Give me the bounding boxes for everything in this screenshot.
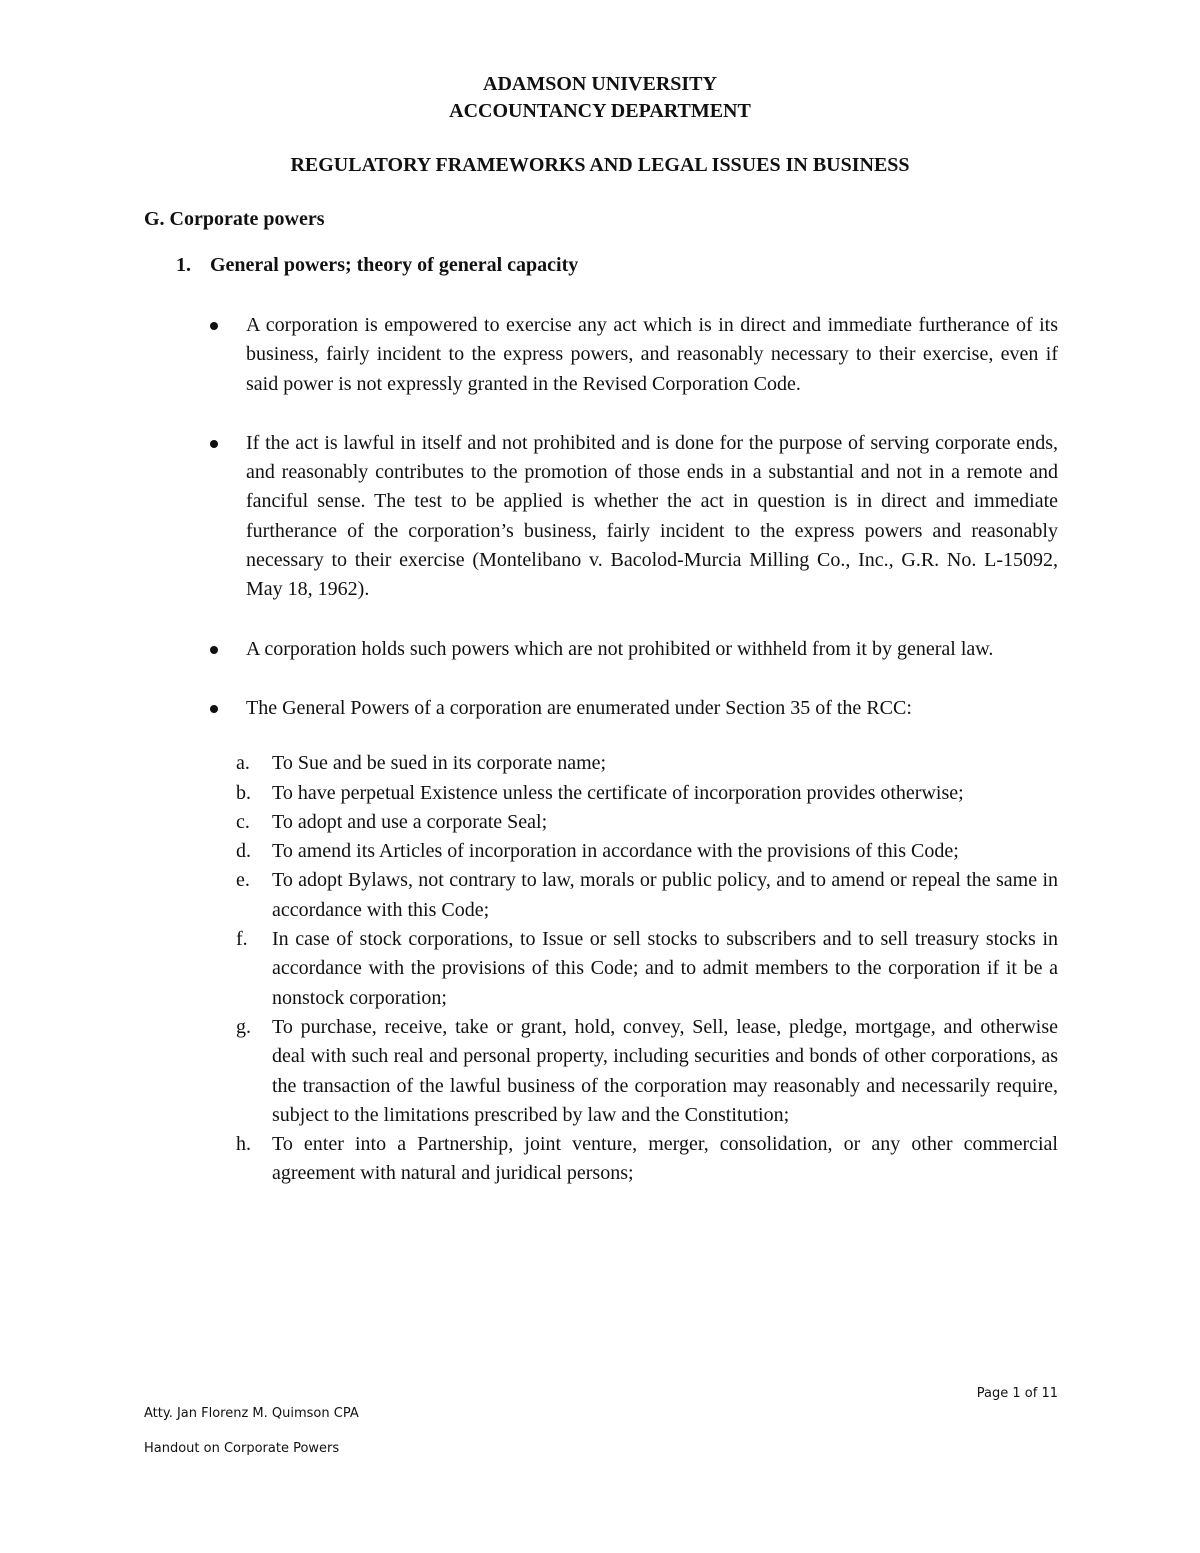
power-item [236, 866, 1058, 925]
subsection-heading [176, 252, 578, 278]
power-letter: b. [236, 781, 251, 804]
bullet-icon [210, 322, 218, 330]
bullet-text: A corporation holds such powers which are not prohibited or withheld from it by general law. [246, 637, 994, 660]
bullet-icon [210, 705, 218, 713]
department-name: ACCOUNTANCY DEPARTMENT [449, 100, 751, 122]
power-letter: f. [236, 928, 248, 951]
general-powers-list [236, 749, 1058, 1188]
power-item [236, 1130, 1058, 1189]
bullet-item [210, 311, 1058, 399]
bullet-item [210, 429, 1058, 605]
power-text: To have perpetual Existence unless the certificate of incorporation provides otherwise; [272, 781, 964, 804]
course-title: REGULATORY FRAMEWORKS AND LEGAL ISSUES IN BUSINESS [290, 154, 910, 176]
power-item [236, 808, 1058, 837]
power-letter: h. [236, 1133, 251, 1156]
bullet-item [210, 635, 1058, 664]
subsection-number: 1. [176, 254, 191, 276]
page-number: Page 1 of 11 [976, 1386, 1058, 1401]
power-letter: c. [236, 810, 250, 833]
power-text: To adopt and use a corporate Seal; [272, 810, 548, 833]
power-letter: d. [236, 840, 251, 863]
power-text: To adopt Bylaws, not contrary to law, morals or public policy, and to amend or repeal the same in accordance with this Code; [272, 869, 1058, 921]
power-text: To amend its Articles of incorporation in accordance with the provisions of this Code; [272, 840, 959, 863]
footer-document-title: Handout on Corporate Powers [144, 1441, 340, 1456]
power-letter: e. [236, 869, 250, 892]
footer-author: Atty. Jan Florenz M. Quimson CPA [144, 1406, 359, 1421]
bullet-icon [210, 646, 218, 654]
power-item [236, 837, 1058, 866]
power-item [236, 925, 1058, 1013]
bullet-text: A corporation is empowered to exercise any act which is in direct and immediate furtherance of its business, fairly incident to the express powers, and reasonably necessary to their exercise, even if said power is not expressly granted in the Revised Corporation Code. [246, 314, 1058, 395]
bullet-text: If the act is lawful in itself and not prohibited and is done for the purpose of serving corporate ends, and reasonably contributes to the promotion of those ends in a substantial and not in a remote and fanciful sense. The test to be applied is whether the act in question is in direct and immediate furtherance of the corporation’s business, fairly incident to the express powers and reasonably necessary to their exercise (Montelibano v. Bacolod-Murcia Milling Co., Inc., G.R. No. L-15092, May 18, 1962). [246, 431, 1058, 601]
university-name: ADAMSON UNIVERSITY [483, 73, 717, 95]
powers-list-container [210, 749, 1058, 1188]
section-title: G. Corporate powers [144, 208, 325, 230]
power-text: In case of stock corporations, to Issue or sell stocks to subscribers and to sell treasury stocks in accordance with the provisions of this Code; and to admit members to the corporation if it be a nonstock corporation; [272, 928, 1058, 1009]
power-text: To enter into a Partnership, joint venture, merger, consolidation, or any other commercial agreement with natural and juridical persons; [272, 1133, 1058, 1185]
subsection-title: General powers; theory of general capacity [210, 254, 579, 276]
power-item [236, 749, 1058, 778]
bullet-icon [210, 440, 218, 448]
bullet-list [210, 311, 1058, 1189]
power-item [236, 1013, 1058, 1130]
power-letter: g. [236, 1015, 251, 1038]
power-item [236, 779, 1058, 808]
power-letter: a. [236, 752, 250, 775]
power-text: To purchase, receive, take or grant, hold, convey, Sell, lease, pledge, mortgage, and otherwise deal with such real and personal property, including securities and bonds of other corporations, as the transaction of the lawful business of the corporation may reasonably and necessarily require, subject to the limitations prescribed by law and the Constitution; [272, 1015, 1058, 1126]
bullet-item [210, 694, 1058, 723]
bullet-text: The General Powers of a corporation are enumerated under Section 35 of the RCC: [246, 696, 912, 719]
power-text: To Sue and be sued in its corporate name; [272, 752, 607, 775]
